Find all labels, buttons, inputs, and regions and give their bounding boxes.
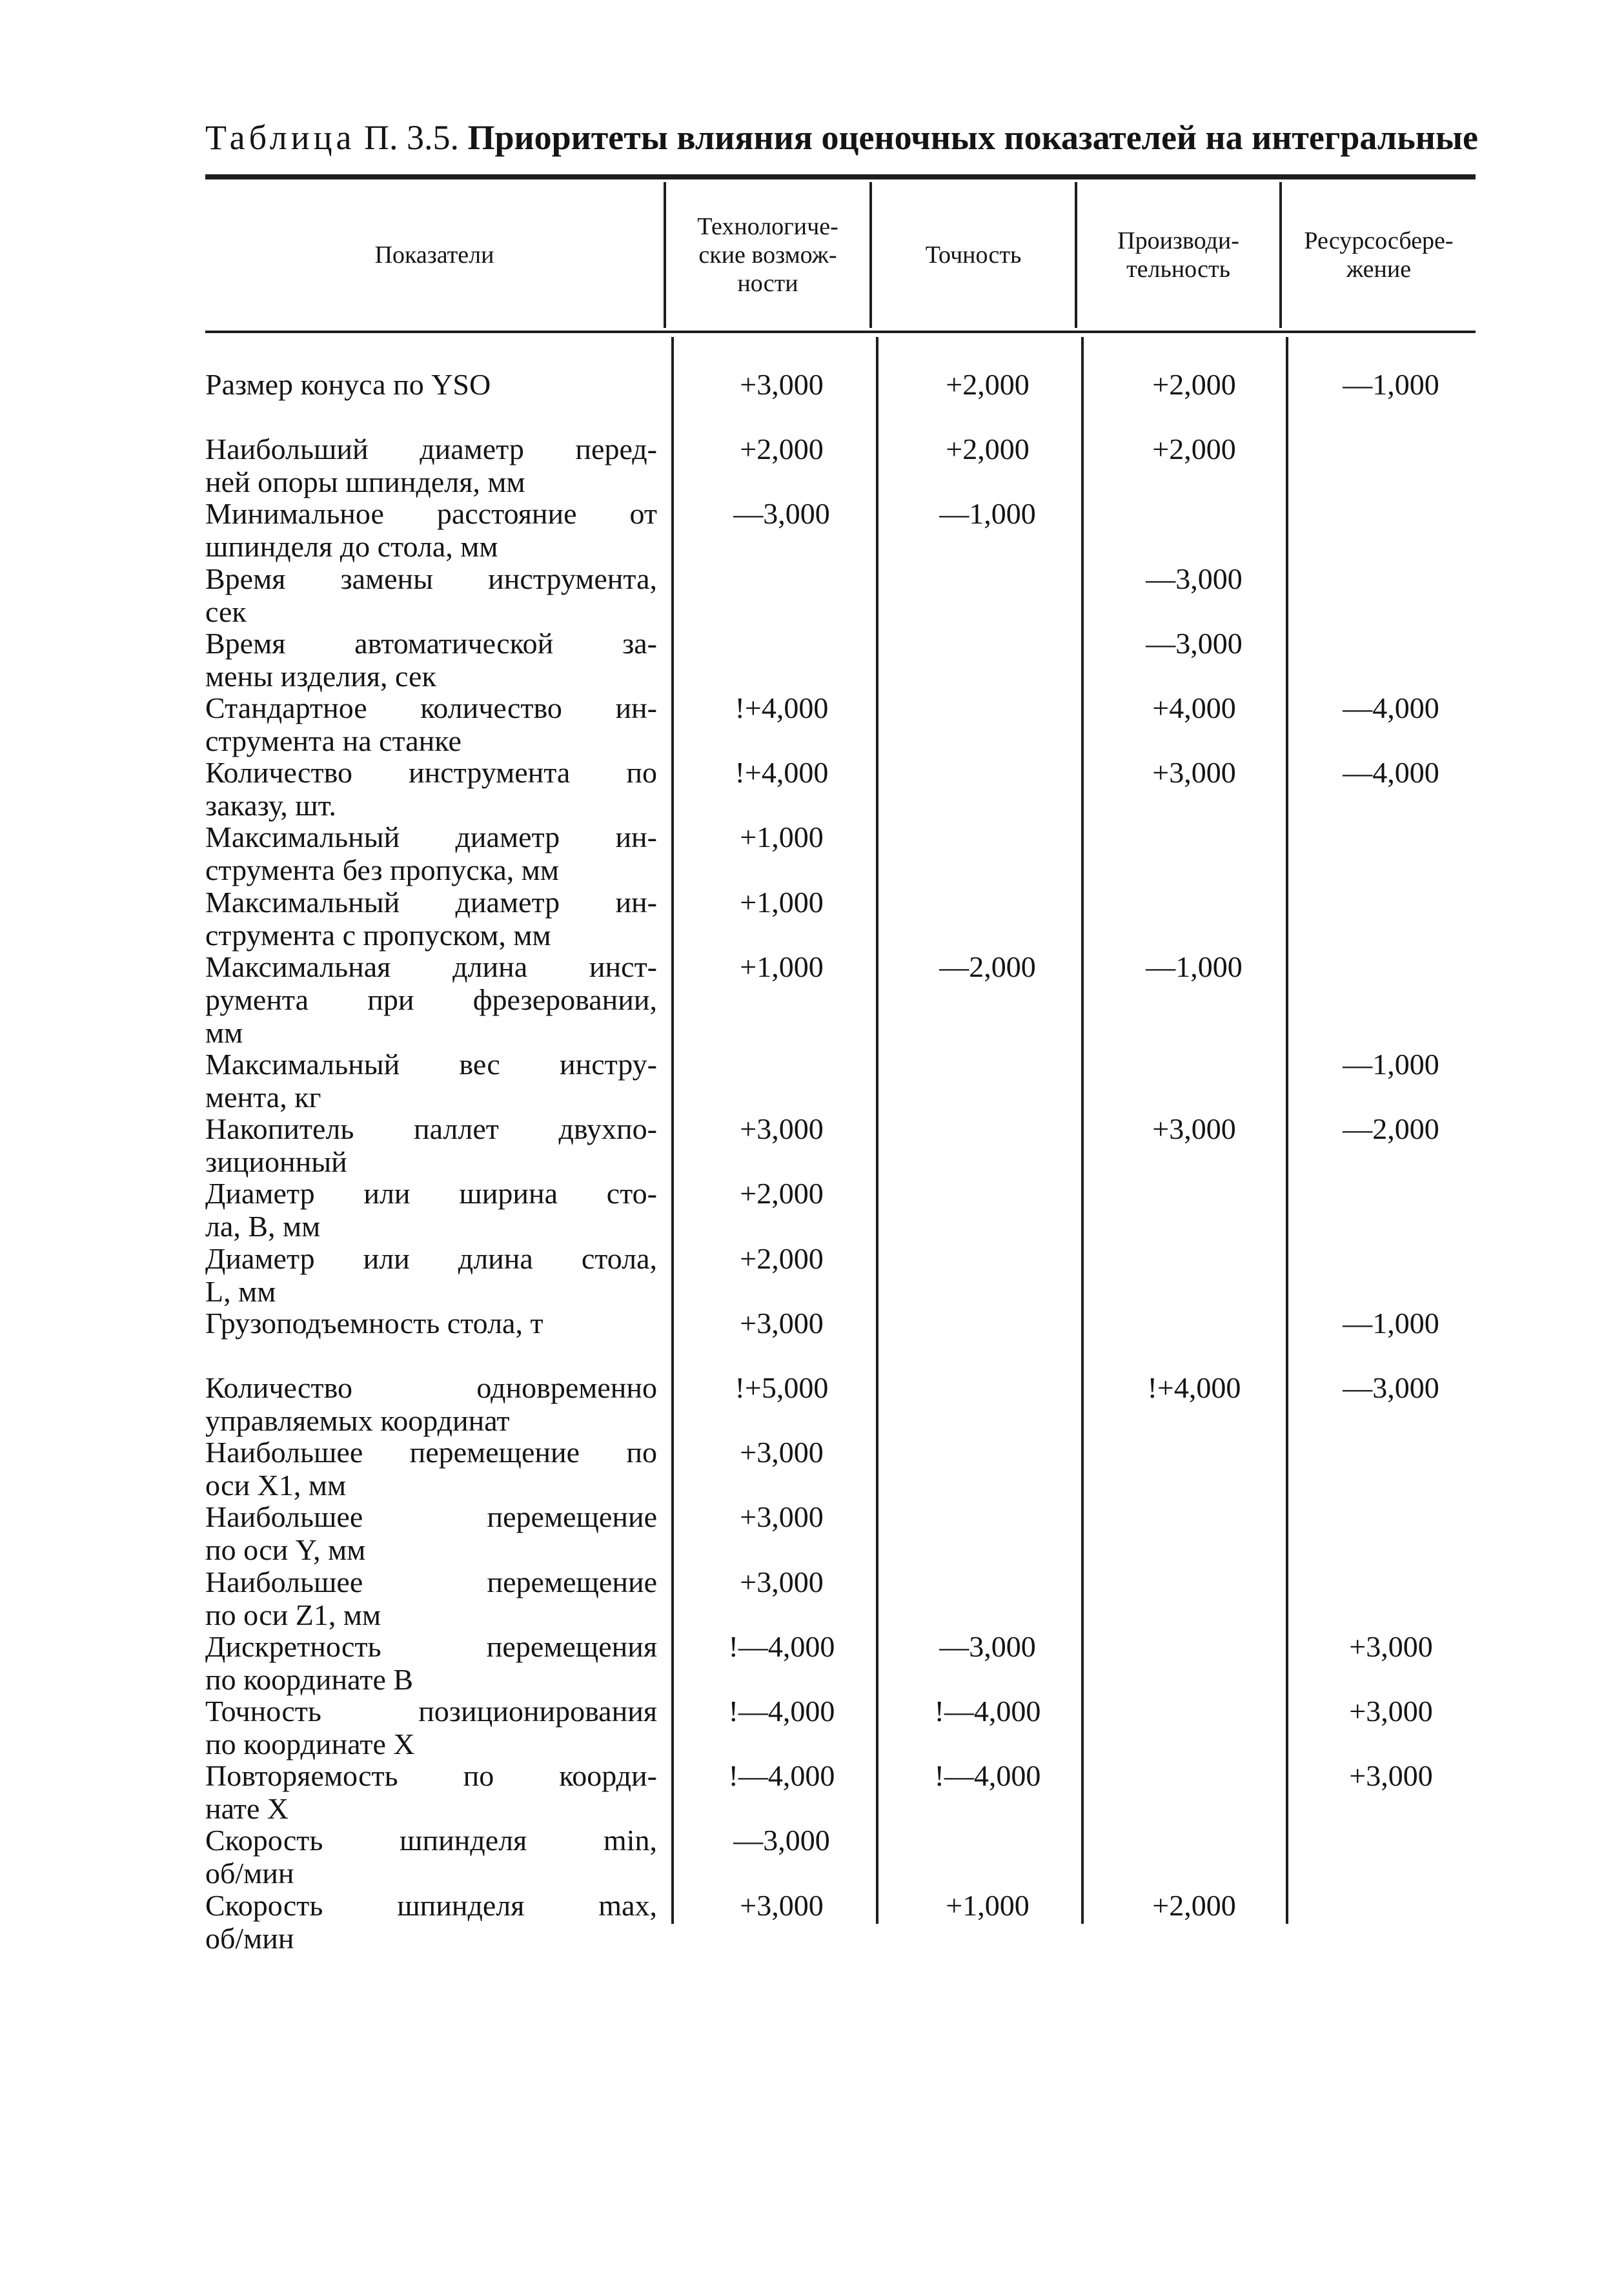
cell-accuracy: !—4,000 xyxy=(934,1759,1041,1793)
row-label-line: Максимальная длина инст- xyxy=(205,950,657,983)
cell-productivity: +2,000 xyxy=(1152,1888,1236,1922)
cell-tech: +3,000 xyxy=(740,1500,824,1534)
row-label-line: румента при фрезеровании, xyxy=(205,983,657,1016)
col-header-resources-label: Ресурсосбере- жение xyxy=(1304,227,1454,283)
row-label-line: Диаметр или длина стола, xyxy=(205,1241,657,1275)
cell-accuracy: +2,000 xyxy=(946,433,1030,466)
row-label-line: Максимальный диаметр ин- xyxy=(205,821,657,854)
row-label-line: Диаметр или ширина сто- xyxy=(205,1177,657,1210)
row-label-line: по оси Y, мм xyxy=(205,1533,366,1567)
cell-tech: +1,000 xyxy=(740,821,824,854)
row-label-line: об/мин xyxy=(205,1921,294,1955)
cell-tech: !—4,000 xyxy=(728,1695,835,1728)
row-label-line: оси X1, мм xyxy=(205,1469,347,1502)
cell-resources: —1,000 xyxy=(1343,1048,1439,1081)
col-header-accuracy-label: Точность xyxy=(925,241,1022,269)
row-label-line: сек xyxy=(205,595,247,628)
cell-productivity: —1,000 xyxy=(1146,950,1243,983)
row-label-line: Наибольшее перемещение по xyxy=(205,1436,657,1469)
col-header-productivity xyxy=(1077,182,1279,328)
cell-productivity: +3,000 xyxy=(1152,756,1236,790)
cell-tech: +2,000 xyxy=(740,433,824,466)
cell-tech: +1,000 xyxy=(740,950,824,983)
table-caption xyxy=(205,117,1478,158)
row-label-line: Максимальный диаметр ин- xyxy=(205,885,657,919)
row-label-line: Минимальное расстояние от xyxy=(205,497,657,531)
cell-resources: —3,000 xyxy=(1343,1371,1439,1404)
row-label-line: Грузоподъемность стола, т xyxy=(205,1306,543,1340)
row-label-line: Размер конуса по YSO xyxy=(205,368,491,401)
cell-productivity: —3,000 xyxy=(1146,626,1243,660)
cell-tech: +3,000 xyxy=(740,1888,824,1922)
cell-tech: !+4,000 xyxy=(735,691,829,724)
row-label-line: Количество инструмента по xyxy=(205,756,657,790)
cell-tech: +2,000 xyxy=(740,1177,824,1210)
cell-productivity: +2,000 xyxy=(1152,368,1236,401)
row-label-line: об/мин xyxy=(205,1857,294,1890)
cell-accuracy: —1,000 xyxy=(939,497,1036,531)
cell-resources: +3,000 xyxy=(1349,1759,1433,1793)
row-label-line: Наибольшее перемещение xyxy=(205,1500,657,1534)
cell-tech: !—4,000 xyxy=(728,1629,835,1663)
row-label-line: Время автоматической за- xyxy=(205,626,657,660)
cell-tech: +3,000 xyxy=(740,1565,824,1598)
row-label-line: Наибольшее перемещение xyxy=(205,1565,657,1598)
row-label-line: ней опоры шпинделя, мм xyxy=(205,465,525,499)
row-label-line: Скорость шпинделя max, xyxy=(205,1888,657,1922)
row-label-line: зиционный xyxy=(205,1145,347,1179)
cell-productivity: +3,000 xyxy=(1152,1112,1236,1146)
cell-resources: +3,000 xyxy=(1349,1629,1433,1663)
col-header-productivity-label: Производи- тельность xyxy=(1117,227,1239,283)
body-divider xyxy=(1081,337,1084,1924)
caption-title: Приоритеты влияния оценочных показателей на интегральные xyxy=(467,118,1479,157)
row-label-line: по оси Z1, мм xyxy=(205,1598,381,1631)
cell-tech: —3,000 xyxy=(733,497,830,531)
row-label-line: мм xyxy=(205,1015,243,1049)
row-label-line: Время замены инструмента, xyxy=(205,562,657,595)
row-label-line: ла, B, мм xyxy=(205,1210,321,1243)
cell-tech: +3,000 xyxy=(740,1112,824,1146)
cell-tech: +3,000 xyxy=(740,1436,824,1469)
row-label-line: Наибольший диаметр перед- xyxy=(205,433,657,466)
row-label-line: Дискретность перемещения xyxy=(205,1629,657,1663)
col-header-resources xyxy=(1282,182,1476,328)
body-divider xyxy=(671,337,674,1924)
cell-productivity: —3,000 xyxy=(1146,562,1243,595)
row-label-line: L, мм xyxy=(205,1274,276,1308)
cell-accuracy: !—4,000 xyxy=(934,1695,1041,1728)
cell-tech: !+5,000 xyxy=(735,1371,829,1404)
row-label-line: Максимальный вес инстру- xyxy=(205,1048,657,1081)
row-label-line: мены изделия, сек xyxy=(205,659,436,693)
col-header-tech-label: Технологиче- ские возмож- ности xyxy=(697,213,838,297)
cell-resources: —4,000 xyxy=(1343,756,1439,790)
row-label-line: струмента с пропуском, мм xyxy=(205,918,551,952)
cell-resources: —2,000 xyxy=(1343,1112,1439,1146)
row-label-line: Повторяемость по коорди- xyxy=(205,1759,657,1793)
cell-resources: —1,000 xyxy=(1343,368,1439,401)
cell-productivity: +4,000 xyxy=(1152,691,1236,724)
cell-tech: +3,000 xyxy=(740,368,824,401)
row-label-line: струмента на станке xyxy=(205,724,462,757)
cell-resources: +3,000 xyxy=(1349,1695,1433,1728)
cell-tech: +2,000 xyxy=(740,1241,824,1275)
row-label-line: Скорость шпинделя min, xyxy=(205,1824,657,1857)
cell-accuracy: +1,000 xyxy=(946,1888,1030,1922)
cell-accuracy: —2,000 xyxy=(939,950,1036,983)
row-label-line: мента, кг xyxy=(205,1081,321,1114)
cell-productivity: +2,000 xyxy=(1152,433,1236,466)
table-top-rule xyxy=(205,174,1476,179)
caption-number: П. 3.5. xyxy=(363,118,459,157)
col-header-indicators-label: Показатели xyxy=(374,241,494,269)
col-header-tech xyxy=(666,182,869,328)
caption-prefix: Таблица xyxy=(205,118,356,157)
cell-resources: —1,000 xyxy=(1343,1306,1439,1340)
row-label-line: шпинделя до стола, мм xyxy=(205,530,498,564)
cell-tech: —3,000 xyxy=(733,1824,830,1857)
cell-tech: !+4,000 xyxy=(735,756,829,790)
cell-resources: —4,000 xyxy=(1343,691,1439,724)
cell-productivity: !+4,000 xyxy=(1147,1371,1241,1404)
row-label-line: Накопитель паллет двухпо- xyxy=(205,1112,657,1146)
row-label-line: управляемых координат xyxy=(205,1404,510,1437)
row-label-line: заказу, шт. xyxy=(205,789,336,822)
cell-tech: !—4,000 xyxy=(728,1759,835,1793)
cell-accuracy: —3,000 xyxy=(939,1629,1036,1663)
col-header-accuracy xyxy=(872,182,1075,328)
cell-tech: +3,000 xyxy=(740,1306,824,1340)
row-label-line: Количество одновременно xyxy=(205,1371,657,1404)
row-label-line: Точность позиционирования xyxy=(205,1695,657,1728)
row-label-line: по координате X xyxy=(205,1728,415,1760)
cell-accuracy: +2,000 xyxy=(946,368,1030,401)
cell-tech: +1,000 xyxy=(740,885,824,919)
row-label-line: Стандартное количество ин- xyxy=(205,691,657,724)
header-bottom-rule xyxy=(205,331,1476,333)
col-header-indicators xyxy=(205,182,664,328)
row-label-line: струмента без пропуска, мм xyxy=(205,853,559,887)
row-label-line: по координате B xyxy=(205,1662,414,1696)
row-label-line: нате X xyxy=(205,1792,289,1826)
